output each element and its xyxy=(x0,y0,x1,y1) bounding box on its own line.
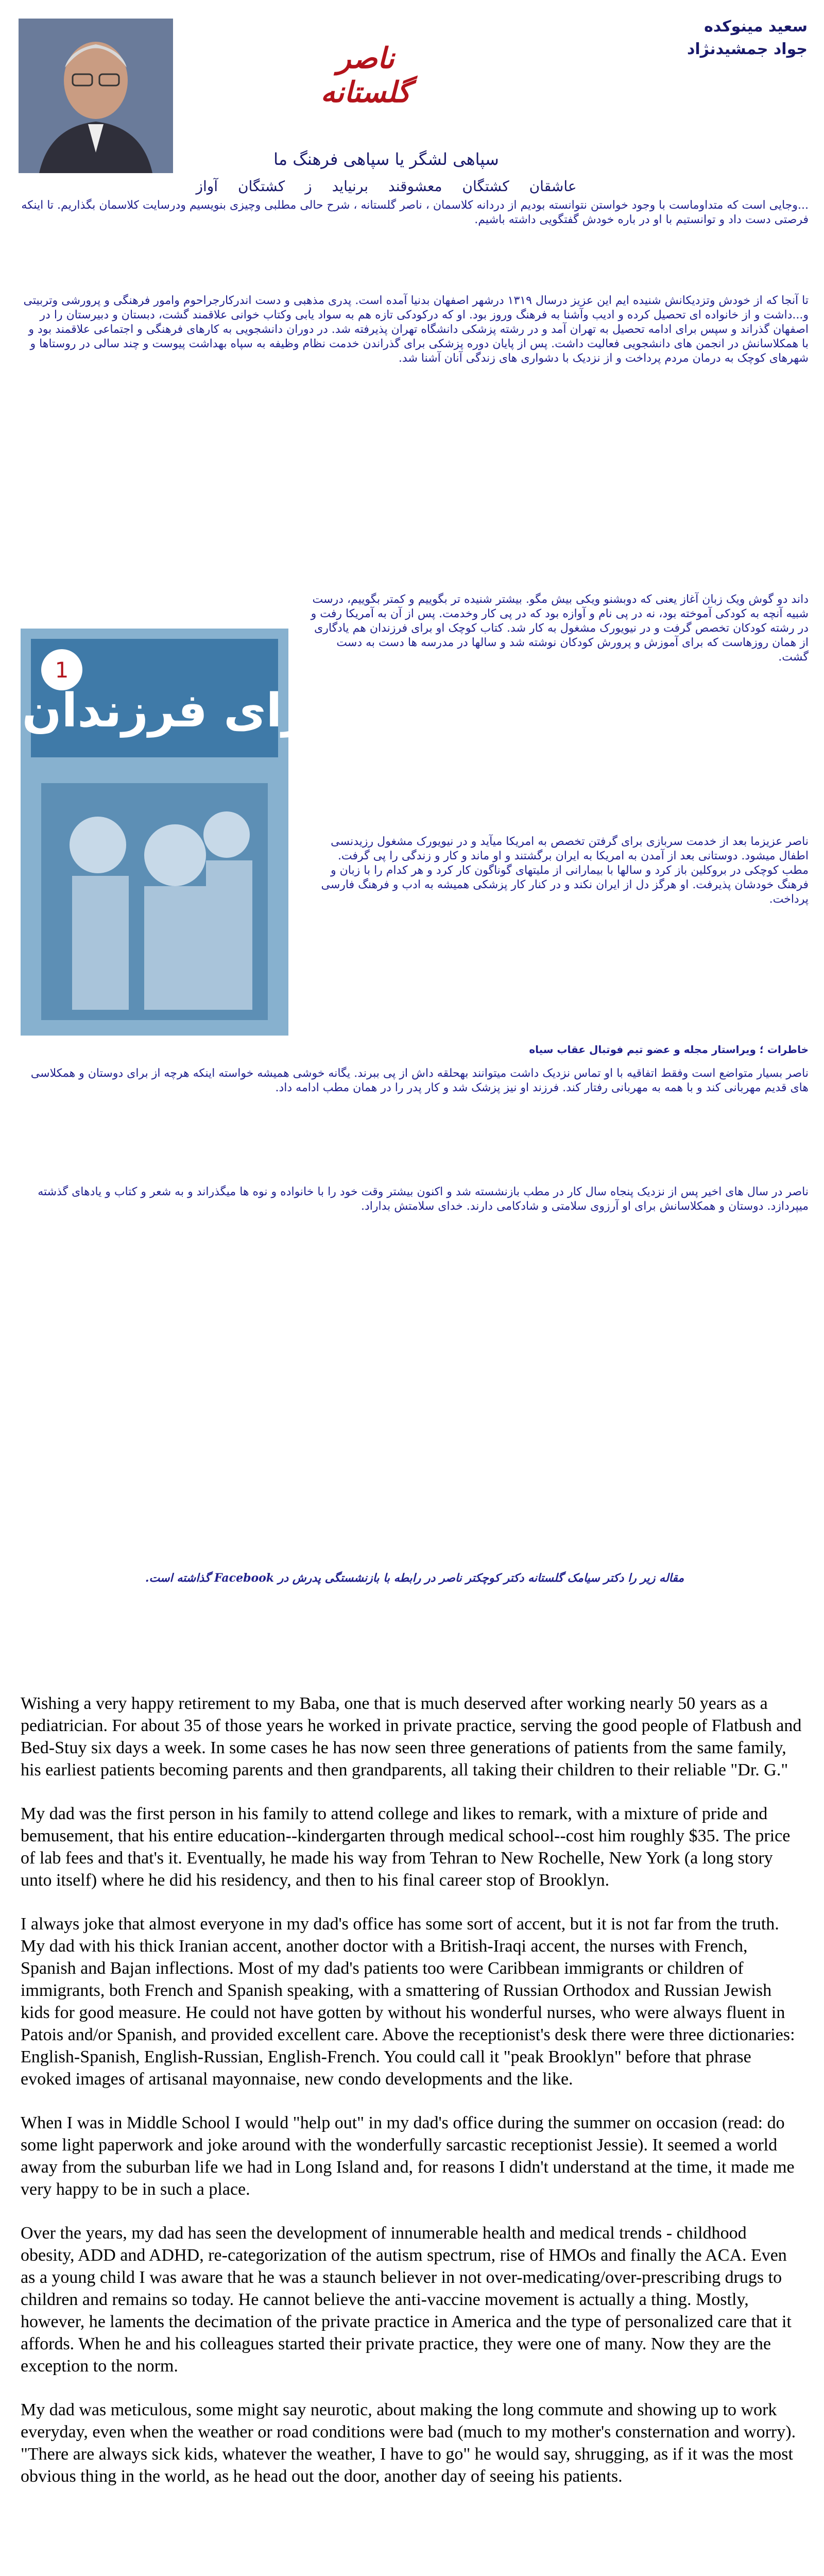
book-cover-icon xyxy=(21,629,329,1036)
page-title: ناصر گلستانه xyxy=(320,41,411,109)
english-paragraph: When I was in Middle School I would "help out" in my dad's office during the summer on occasion (read: do some light paperwork and joke around with the wonderfully sarcastic receptionist Jessie). It seemed a world away from the suburban life we had in Long Island and, for reasons I didn't understand at the time, it made me very happy to be in such a place. xyxy=(21,2113,795,2199)
english-paragraph: Over the years, my dad has seen the development of innumerable health and medical trends - childhood obesity, ADD and ADHD, re-categorization of the autism spectrum, rise of HMOs and finally the ACA. Even as a young child I was aware that he was a staunch believer in not over-medicating/over-prescribing drugs to children and remains so today. He cannot believe the anti-vaccine movement is actually a thing. Mostly, however, he laments the decimation of the private practice in America and the type of personalized care that it affords. When he and his colleagues started their private practice, they were one of many. Now they are the exception to the norm. xyxy=(21,2224,792,2376)
motto-part: عاشقان کشتگان معشوقند xyxy=(388,178,577,195)
english-paragraph: My dad was the first person in his family to attend college and likes to remark, with a mixture of pride and bemusement, that his entire education--kindergarten through medical school--cost him roughly $35. The price of lab fees and that's it. Eventually, he made his way from Tehran to New Rochelle, New York (a long story unto itself) where he did his residency, and then to his final career stop of Brooklyn. xyxy=(21,1804,791,1890)
english-paragraph: My dad was meticulous, some might say neurotic, about making the long commute and showing up to work everyday, even when the weather or road conditions were bad (much to my mother's consternation and worry). "There are always sick kids, whatever the weather, I have to go" he would say, shrugging, as if it was the most obvious thing in the world, as he head out the door, another day of seeing his patients. xyxy=(21,2400,796,2486)
image-caption: خاطرات ؛ ویراستار مجله و عضو تیم فوتبال عقاب سیاه xyxy=(529,1043,809,1056)
subtitle: سپاهی لشگر یا سپاهی فرهنگ ما xyxy=(273,149,499,169)
persian-paragraph: ...وجایی است که متداوماست با وجود خواستن نتوانسته بودیم از دردانه کلاسمان ، ناصر گلستانه ، شرح حالی مطلبی وچیزی بنویسیم ودرسایت کلاسمان بگذاریم. تا اینکه فرصتی دست داد و توانستیم با او در باره خودش گفتگویی داشته باشیم. xyxy=(21,199,809,226)
english-article xyxy=(21,1692,803,2509)
persian-footer-note: مقاله زیر را دکتر سیامک گلستانه دکتر کوچکتر ناصر در رابطه با بازنشستگی پدرش در Facebook گذاشته است. xyxy=(145,1571,684,1585)
portrait-photo xyxy=(19,19,173,173)
motto xyxy=(154,178,618,195)
english-paragraph: Wishing a very happy retirement to my Baba, one that is much deserved after working nearly 50 years as a pediatrician. For about 35 of those years he worked in private practice, serving the good people of Flatbush and Bed-Stuy six days a week. In some cases he has now seen three generations of patients from the same family, his earliest patients becoming parents and then grandparents, all taking their children to their reliable "Dr. G." xyxy=(21,1694,802,1780)
persian-paragraph: ناصر عزیزما بعد از خدمت سربازی برای گرفتن تخصص به امریکا میآید و در نیویورک مشغول رزیدنسی اطفال میشود. دوستانی بعد از آمدن به امریکا به ایران برگشتند و او ماند و کار و زندگی را پی گرفت. مطب کوچکی در بروکلین باز کرد و سالها با بیمارانی از ملیتهای گوناگون کار کرد و هر کدام را با زبان و فرهنگ خودشان پذیرفت. او هرگز دل از ایران نکند و در کنار کار پزشکی همیشه به ادب و فرهنگ فارسی پرداخت. xyxy=(321,835,809,906)
persian-paragraph: ناصر در سال های اخیر پس از نزدیک پنجاه سال کار در مطب بازنشسته شد و اکنون بیشتر وقت خود را با خانواده و نوه ها میگذراند و به شعر و کتاب و یادهای گذشته میپردازد. دوستان و همکلاسانش برای او آرزوی سلامتی و شادکامی دارند. خدای سلامتش بداراد. xyxy=(38,1185,809,1213)
book-badge: 1 xyxy=(55,657,69,683)
authors-block xyxy=(591,15,808,61)
persian-paragraph: داند دو گوش ویک زبان آغاز یعنی که دوبشنو ویکی بیش مگو. بیشتر شنیده تر بگوییم و کمتر بگوییم، درست شبیه آنچه به کودکی آموخته بود، نه در پی نام و آوازه بود که در پی کار وخدمت. پس از آن به آمریکا رفت و در رشته کودکان تخصص گرفت و در نیویورک مشغول به کار شد. کتاب کوچک او برای فرزندان هم یادگاری از همان روزهاست که برای آموزش و پرورش کودکان نوشته شد و سالها در مدرسه ها دست به دست گشت. xyxy=(311,593,809,664)
motto-part: برنیاید ز کشتگان آواز xyxy=(196,178,369,195)
author-name: سعید مینوکده xyxy=(704,18,808,36)
english-paragraph: I always joke that almost everyone in my dad's office has some sort of accent, but it is not far from the truth. My dad with his thick Iranian accent, another doctor with a British-Iraqi accent, the nurses with French, Spanish and Bajan inflections. Most of my dad's patients too were Caribbean immigrants or children of immigrants, both French and Spanish speaking, with a smattering of Russian Orthodox and Russian Jewish kids for good measure. He could not have gotten by without his wonderful nurses, who were always fluent in Patois and/or Spanish, and provided excellent care. Above the receptionist's desk there were three dictionaries: English-Spanish, English-Russian, English-French. You could call it "peak Brooklyn" before that phrase evoked images of artisanal mayonnaise, new condo developments and the like. xyxy=(21,1914,795,2089)
persian-paragraph: تا آنجا که از خودش وتزدیکانش شنیده ایم این عزیز درسال ۱۳۱۹ درشهر اصفهان بدنیا آمده است. پدری مذهبی و دست اندرکارجراحوم وامور فرهنگی و پرورشی وتربیتی و...داشت و از خانواده ای تحصیل کرده و ادیب وآشنا به فرهنگ وروز بود. او که درکودکی تازه هم به سواد یابی وکتاب خوانی علاقمند گشت، دبستان و دبیرستان را در اصفهان گذراند و سپس برای ادامه تحصیل به تهران آمد و در رشته پزشکی دانشگاه تهران پذیرفته شد. در دوران دانشجویی به کارهای فرهنگی و اجتماعی علاقمند بود و با همکلاسانش در انجمن های دانشجویی فعالیت داشت. پس از پایان دوره پزشکی برای گذراندن خدمت نظام وظیفه به سپاه بهداشت پیوست و چند سالی در روستاها و شهرهای کوچک به درمان مردم پرداخت و از نزدیک با دشواری های زندگی آنان آشنا شد. xyxy=(23,294,809,365)
book-cover-image xyxy=(21,629,329,1036)
book-title: برای فرزندان xyxy=(22,684,329,738)
persian-paragraph: ناصر بسیار متواضع است وفقط اتفاقیه با او تماس نزدیک داشت میتوانند بهحلقه داش از پی ببرند. یگانه خوشی همیشه خواسته اینکه هرچه از برای دوستان و همکلاسی های قدیم مهربانی کند و با همه به مهربانی رفتار کند. فرزند او نیز پزشک شد و کار پدر را در همان مطب ادامه داد. xyxy=(30,1067,809,1094)
author-name: جواد جمشیدنژاد xyxy=(687,40,808,58)
portrait-icon xyxy=(19,19,173,173)
